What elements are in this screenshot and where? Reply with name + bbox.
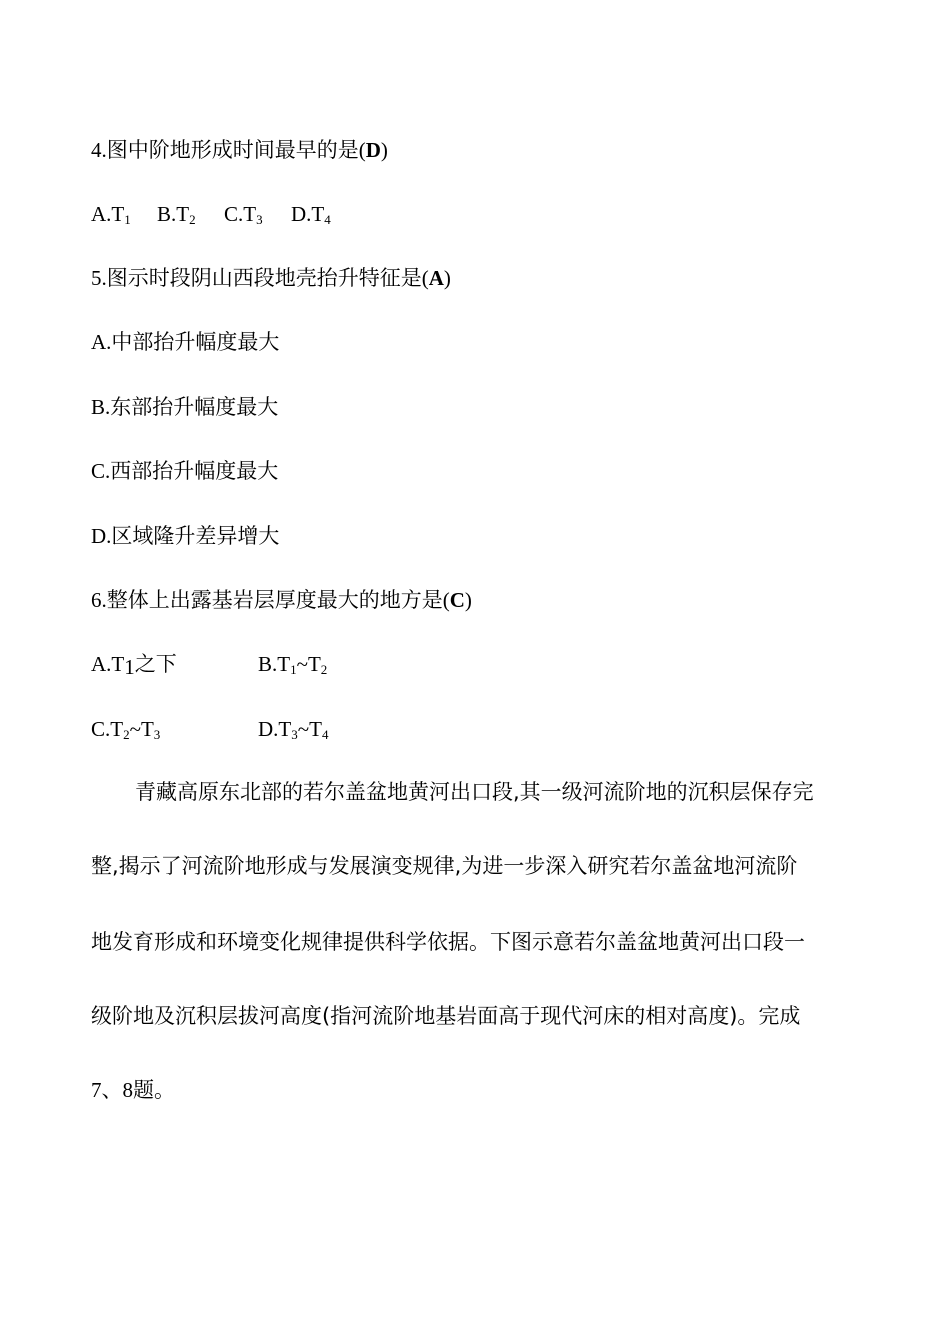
option-b: $B.T_2$ xyxy=(157,202,196,227)
passage-line-3: 地发育形成和环境变化规律提供科学依据。下图示意若尔盖盆地黄河出口段一 xyxy=(91,930,805,954)
question-number: 4. xyxy=(91,138,107,162)
option-d: $D.T_4$ xyxy=(291,202,331,227)
option-c: $C.T_3$ xyxy=(224,202,263,227)
passage-line-5: 7、8题。 xyxy=(91,1078,175,1102)
answer-letter: C xyxy=(449,588,465,612)
option-d: D.区域隆升差异增大 xyxy=(91,524,280,548)
option-a: A.中部抬升幅度最大 xyxy=(91,330,280,354)
answer-letter: A xyxy=(428,266,444,290)
question-number: 6. xyxy=(91,588,107,612)
question-6: 6.整体上出露基岩层厚度最大的地方是(C) xyxy=(91,588,472,612)
question-number: 5. xyxy=(91,266,107,290)
option-c: $C.T_2\sim T_3$ xyxy=(91,717,161,742)
option-b: B.东部抬升幅度最大 xyxy=(91,395,279,419)
passage-line-2: 整,揭示了河流阶地形成与发展演变规律,为进一步深入研究若尔盖盆地河流阶 xyxy=(91,854,798,878)
option-a: $A.T_1$ xyxy=(91,202,131,227)
question-4: 4.图中阶地形成时间最早的是(D) xyxy=(91,138,388,162)
question-5: 5.图示时段阴山西段地壳抬升特征是(A) xyxy=(91,266,451,290)
question-stem: 整体上出露基岩层厚度最大的地方是 xyxy=(106,588,443,612)
option-c: C.西部抬升幅度最大 xyxy=(91,459,279,483)
question-stem: 图示时段阴山西段地壳抬升特征是 xyxy=(106,266,422,290)
passage-line-4: 级阶地及沉积层拔河高度(指河流阶地基岩面高于现代河床的相对高度)。完成 xyxy=(91,1004,801,1028)
option-b: $B.T_1\sim T_2$ xyxy=(258,652,328,677)
answer-letter: D xyxy=(365,138,381,162)
option-a: $A.T_1$之下 xyxy=(91,652,177,679)
question-stem: 图中阶地形成时间最早的是 xyxy=(106,138,359,162)
passage-line-1: 青藏高原东北部的若尔盖盆地黄河出口段,其一级河流阶地的沉积层保存完 xyxy=(135,780,814,804)
question-4-options xyxy=(91,200,331,228)
question-6-options-row-1 xyxy=(91,650,327,678)
question-6-options-row-2 xyxy=(91,715,328,743)
option-d: $D.T_3\sim T_4$ xyxy=(258,717,329,742)
